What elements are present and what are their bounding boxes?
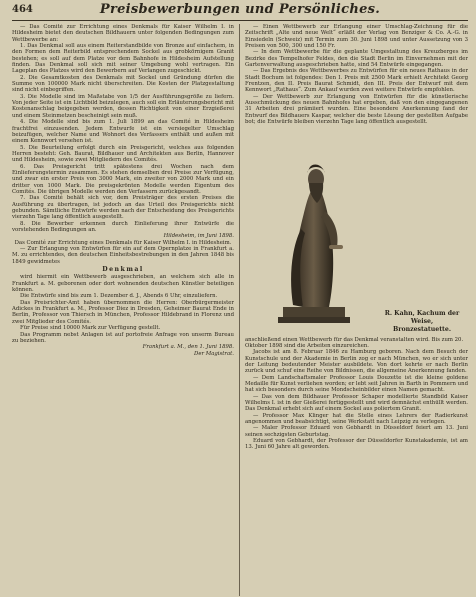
paragraph: — Professor Max Klinger hat die Stelle eines Lehrers der Radierkunst angenommen und beabsichtigt, seine Werkstatt nach Leipzig zu verlegen.: [245, 412, 468, 425]
statuette-figure: [245, 129, 468, 334]
paragraph: 2. Die Gesamtkosten des Denkmals mit Sockel und Gründung dürfen die Summe von 100000 Mark nicht überschreiten. Die Kosten der Platzgestaltung sind nicht einbegriffen.: [12, 74, 234, 94]
paragraph: Das Preisrichter-Amt haben übernommen die Herren: Oberbürgermeister Adickes in Frankfurt a. M., Professor Diez in Dresden, Geheimer Baurat Ende in Berlin, Professor von Thiersch in München, Professor Hildebrand in Florenz und zwei Mitglieder des Comités.: [12, 299, 234, 325]
paragraph: — Einen Wettbewerb zur Erlangung einer Umschlag-Zeichnung für die Zeitschrift „Alte und neue Welt“ erläßt der Verlag von Benziger & Co. A.-G. in Einsiedeln (Schweiz) mit Termin zum 30. Juni 1898 und unter Aussetzung von 3 Preisen von 500, 300 und 150 Fr.: [245, 24, 468, 50]
bronze-statuette-image: [245, 129, 468, 334]
columns: [12, 24, 468, 596]
dateline: Frankfurt a. M., den 1. Juni 1898.: [142, 344, 234, 351]
paragraph: 7. Das Comité behält sich vor, dem Preisträger des ersten Preises die Ausführung zu übertragen, ist jedoch an das Urteil des Preisgerichts nicht gebunden. Sämtliche Entwürfe werden nach der Entscheidung des Preisgerichts vierzehn Tage lang öffentlich ausgestellt.: [12, 195, 234, 221]
dateline: Hildesheim, im Juni 1898.: [163, 233, 234, 240]
page-header: [12, 2, 468, 21]
paragraph: Die Entwürfe sind bis zum 1. Dezember d. J., Abends 6 Uhr, einzuliefern.: [20, 293, 218, 300]
paragraph: Jacobs ist am 8. Februar 1846 zu Hamburg geboren. Nach dem Besuch der Kunstschule und der Akademie in Berlin zog er nach München, wo er sich unter der Leitung bedeutender Meister ausbildete. Von dort kehrte er nach Berlin zurück und schuf eine Reihe von Bildnissen, die allgemeine Anerkennung fanden.: [245, 349, 468, 375]
paragraph: Für Preise sind 10000 Mark zur Verfügung gestellt.: [20, 325, 161, 332]
section-heading: Denkmal: [102, 266, 144, 274]
paragraph: 6. Das Preisgericht tritt spätestens drei Wochen nach dem Einlieferungstermin zusammen. Es stehen demselben drei Preise zur Verfügung, und zwar ein erster Preis von 3000 Mark, ein zweiter von 2000 Mark und ein dritter von 1000 Mark. Die preisgekrönten Modelle werden Eigentum des Comités. Die übrigen Modelle werden den Verfassern zurückgesandt.: [12, 163, 234, 195]
signature-block: Das Comité zur Errichtung eines Denkmals für Kaiser Wilhelm I. in Hildesheim.: [14, 239, 232, 246]
right-column: [245, 24, 468, 596]
signature: Der Magistrat.: [194, 350, 234, 357]
paragraph: — Das Comité zur Errichtung eines Denkmals für Kaiser Wilhelm I. in Hildesheim bietet den deutschen Bildhauern unter folgenden Bedingungen zum Wettbewerbe an:: [12, 24, 234, 43]
paragraph: — Das von dem Bildhauer Professor Schaper modellierte Standbild Kaiser Wilhelms I. ist in der Gießerei fertiggestellt und wird demnächst enthüllt werden. Das Denkmal erhebt sich auf einem Sockel aus poliertem Granit.: [245, 393, 468, 413]
paragraph: — Der Wettbewerb zur Erlangung von Entwürfen für die künstlerische Ausschmückung des neuen Bahnhofes hat ergeben, daß von den eingegangenen 31 Arbeiten drei prämiiert wurden. Eine besondere Anerkennung fand der Entwurf des Bildhauers Kaspar, welcher die beste Lösung der gestellten Aufgabe bot; die Entwürfe bleiben vierzehn Tage lang öffentlich ausgestellt.: [245, 93, 468, 126]
paragraph: 4. Die Modelle sind bis zum 1. Juli 1899 an das Comité in Hildesheim frachtfrei einzusenden. Jedem Entwurfe ist ein versiegelter Umschlag beizufügen, welcher Name und Wohnort des Verfassers enthält und außen mit einem Kennwort versehen ist.: [12, 119, 234, 145]
paragraph: 3. Die Modelle sind im Maßstabe von 1/5 der Ausführungsgröße zu liefern. Von jeder Seite ist ein Lichtbild beizulegen, auch soll ein Erläuterungsbericht mit Kostenanschlag beigegeben werden, dessen Richtigkeit von einer Erzgießerei und einem Steinmetzen bescheinigt sein muß.: [12, 93, 234, 119]
paragraph: wird hiermit ein Wettbewerb ausgeschrieben, an welchem sich alle in Frankfurt a. M. geborenen oder dort wohnenden deutschen Künstler beteiligen können.: [12, 274, 234, 294]
paragraph: 1. Das Denkmal soll aus einem Reiterstandbilde von Bronze auf einfachem, in den Formen dem Reiterbild entsprechendem Sockel aus grobkörnigem Granit bestehen; es soll auf dem Platze vor dem Bahnhofe in Hildesheim Aufstellung finden. Das Denkmal soll sich mit seiner Umgebung wohl vertragen. Ein Lageplan des Platzes wird den Bewerbern auf Verlangen zugeschickt.: [12, 43, 234, 75]
closing-note: Eduard von Gebhardt, der Professor der Düsseldorfer Kunstakademie, ist am 13. Juni 60 Jahre alt geworden.: [245, 438, 468, 451]
page-number: 464: [12, 4, 33, 15]
paragraph: anschließend einen Wettbewerb für das Denkmal veranstalten wird. Bis zum 20. Oktober 1898 sind die Arbeiten einzureichen.: [245, 336, 464, 349]
paragraph: 8. Die Bewerber erkennen durch Einlieferung ihrer Entwürfe die vorstehenden Bedingungen an.: [12, 220, 234, 233]
figure-caption: [376, 310, 468, 334]
paragraph: Das Programm nebst Anlagen ist auf portofreie Anfrage von unserm Bureau zu beziehen.: [12, 331, 234, 344]
paragraph: — Zur Erlangung von Entwürfen für ein auf dem Opernplatze in Frankfurt a. M. zu errichtendes, den deutschen Einheitsbestrebungen in den Jahren 1848 bis 1849 gewidmetes: [12, 246, 234, 265]
paragraph: — Dem Landschaftsmaler Professor Louis Douzette ist die kleine goldene Medaille für Kunst verliehen worden; er lebt seit Jahren in Barth in Pommern und hat sich besonders durch seine Mondscheinbilder einen Namen gemacht.: [245, 374, 468, 394]
paragraph: 5. Die Beurteilung erfolgt durch ein Preisgericht, welches aus folgenden Herren besteht: Geh. Baurat, Bildhauer und Architekten aus Berlin, Hannover und Hildesheim, sowie zwei Mitgliedern des Comités.: [12, 144, 234, 164]
paragraph: — Das Ergebnis des Wettbewerbes zu Entwürfen für ein neues Rathaus in der Stadt Bochum ist folgendes: Den I. Preis mit 2500 Mark erhielt Architekt Georg Frentzen, den II. Preis Baurat Schmidt, den III. Preis der Entwurf mit dem Kennwort „Rathaus“. Zum Ankauf wurden zwei weitere Entwürfe empfohlen.: [245, 68, 468, 94]
left-column: [12, 24, 234, 596]
page-title: Preisbewerbungen und Persönliches.: [99, 2, 381, 17]
paragraph: — In dem Wettbewerbe für die geplante Umgestaltung des Kreuzberges im Bezirke des Tempelhofer Feldes, den die Stadt Berlin im Einvernehmen mit der Gartenverwaltung ausgeschrieben hatte, sind 54 Entwürfe eingegangen.: [245, 49, 468, 69]
figure-caption-title: R. Kahn, Kachum der Weise,: [384, 309, 460, 325]
paragraph: — Maler Professor Eduard von Gebhardt in Düsseldorf feiert am 13. Juni seinen sechzigsten Geburtstag.: [245, 425, 468, 438]
figure-caption-subtitle: Bronzestatuette.: [392, 325, 452, 333]
column-divider: [239, 24, 240, 596]
